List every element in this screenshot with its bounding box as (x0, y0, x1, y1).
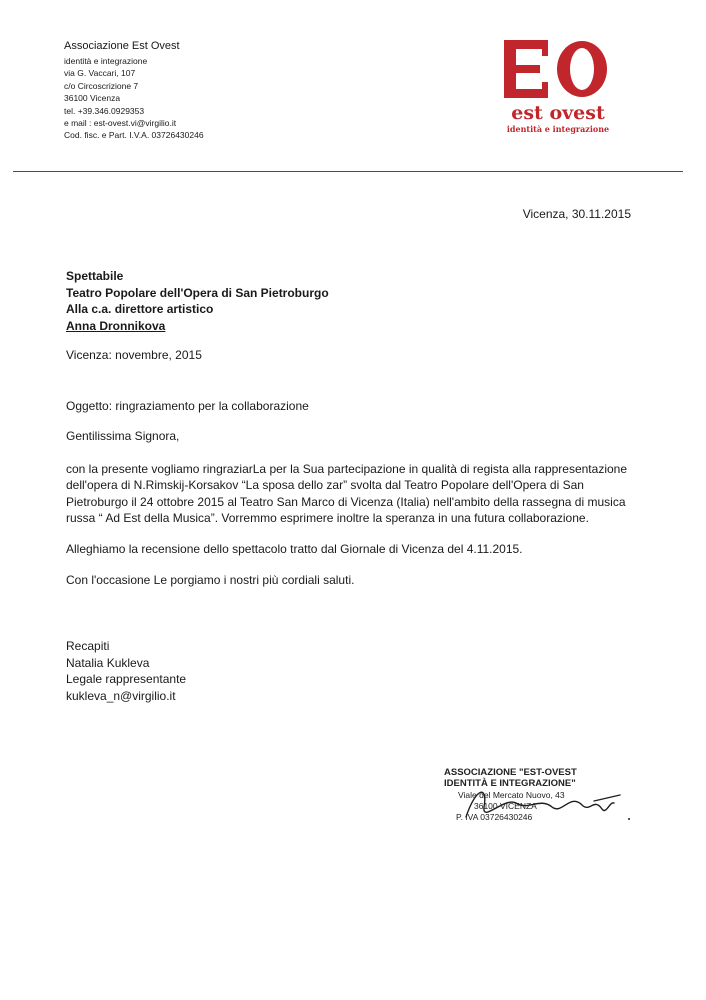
eo-logo-mark (502, 38, 614, 100)
sender-line: c/o Circoscrizione 7 (64, 80, 139, 91)
stamp-line: Viale del Mercato Nuovo, 43 (458, 790, 565, 800)
header-divider (13, 171, 683, 172)
closing-paragraph: Con l'occasione Le porgiamo i nostri più cordiali saluti. (66, 573, 355, 587)
letter-date: Vicenza, 30.11.2015 (522, 207, 631, 221)
signer-label: Recapiti (66, 639, 110, 653)
stamp-line: IDENTITÀ E INTEGRAZIONE" (444, 778, 576, 789)
sender-line: Cod. fisc. e Part. I.V.A. 03726430246 (64, 130, 204, 141)
stamp-line: 36100 VICENZA (474, 801, 537, 811)
signer-email: kukleva_n@virgilio.it (66, 688, 176, 703)
sender-block (64, 40, 204, 142)
signer-role: Legale rappresentante (66, 672, 187, 686)
attachment-paragraph: Alleghiamo la recensione dello spettacolo tratto dal Giornale di Vicenza del 4.11.2015. (66, 542, 523, 556)
recipient-line: Spettabile (66, 269, 124, 283)
signer-name: Natalia Kukleva (66, 655, 150, 670)
sender-organization: Associazione Est Ovest (64, 40, 180, 52)
handwritten-signature (444, 767, 644, 837)
sender-line: identità e integrazione (64, 56, 148, 66)
recipient-line: Alla c.a. direttore artistico (66, 302, 214, 316)
place-date: Vicenza: novembre, 2015 (66, 348, 202, 362)
salutation: Gentilissima Signora, (66, 429, 180, 443)
stamp-line: ASSOCIAZIONE "EST-OVEST (444, 767, 577, 778)
sender-line: tel. +39.346.0929353 (64, 105, 145, 116)
stamp-line: P. IVA 03726430246 (456, 812, 533, 822)
sender-line: 36100 Vicenza (64, 93, 121, 104)
subject-line: Oggetto: ringraziamento per la collaborazione (66, 399, 309, 413)
sender-line: via G. Vaccari, 107 (64, 68, 136, 79)
est-ovest-logo (498, 38, 618, 134)
logo-name: est ovest (511, 102, 605, 124)
recipient-line: Teatro Popolare dell'Opera di San Pietroburgo (66, 285, 329, 300)
company-stamp (444, 767, 644, 837)
sender-line: e mail : est-ovest.vi@virgilio.it (64, 118, 177, 129)
body-paragraph: con la presente vogliamo ringraziarLa per la Sua partecipazione in qualità di regista alla rappresentazione dell'opera di N.Rimskij-Korsakov “La sposa dello zar” svolta dal Teatro Popolare dell'Opera di San Pietroburgo il 24 ottobre 2015 al Teatro San Marco di Vicenza (Italia) nell'ambito della rassegna di musica russa “ Ad Est della Musica”. Vorremmo esprimere inoltre la speranza in una futura collaborazione. (66, 462, 628, 526)
signer-block (66, 638, 186, 704)
recipient-block (66, 268, 329, 334)
recipient-name: Anna Dronnikova (66, 318, 166, 333)
logo-tagline: identità e integrazione (506, 124, 610, 134)
